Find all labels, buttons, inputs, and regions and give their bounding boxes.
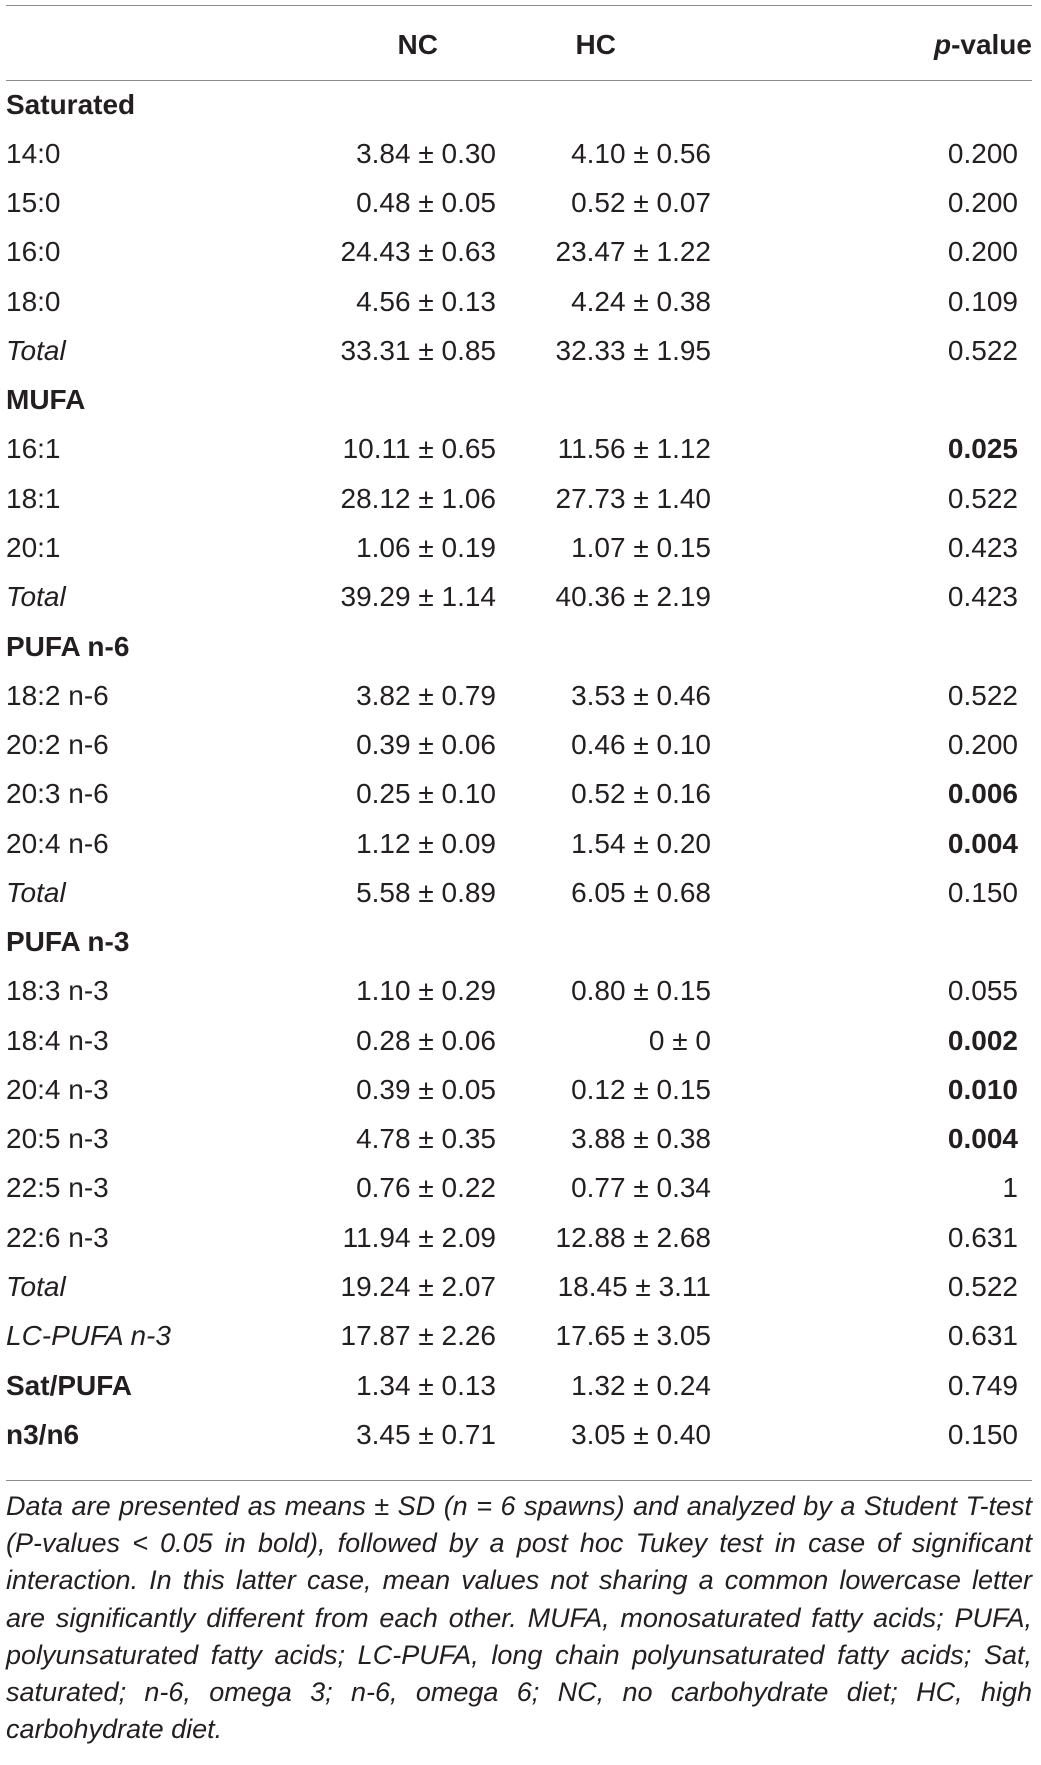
header-p-suffix: -value [951,29,1032,60]
table-row [6,326,1032,375]
row-label: 14:0 [6,137,61,169]
p-value: 0.055 [947,975,1018,1007]
hc-value: 0.80 ± 0.15 [571,975,711,1007]
hc-value: 18.45 ± 3.11 [557,1271,711,1302]
row-label: 18:1 [6,482,61,514]
p-value: 0.631 [947,1221,1018,1253]
hc-value [496,622,801,671]
table-row [6,474,1032,523]
nc-value: 3.84 ± 0.30 [356,137,496,169]
hc-value: 6.05 ± 0.68 [571,876,711,908]
table-header [6,14,1032,76]
table-row [6,1115,1032,1164]
nc-value: 0.76 ± 0.22 [356,1172,496,1204]
table-row [6,819,1032,868]
hc-value: 4.10 ± 0.56 [571,137,711,169]
table-row [6,1213,1032,1262]
p-value: 1 [1002,1172,1018,1204]
nc-value: 19.24 ± 2.07 [340,1271,496,1302]
row-label: 20:3 n-6 [6,778,109,810]
row-label: 18:3 n-3 [6,975,109,1007]
p-value [801,76,1032,129]
header-p-value [801,14,1032,76]
hc-value: 11.56 ± 1.12 [557,433,711,465]
hc-value: 3.53 ± 0.46 [571,679,711,711]
row-label: 16:1 [6,433,61,465]
p-value: 0.010 [947,1073,1018,1105]
fatty-acid-table [6,14,1032,1459]
nc-value: 1.10 ± 0.29 [356,975,496,1007]
hc-value: 0.77 ± 0.34 [571,1172,711,1204]
row-label: Sat/PUFA [6,1369,133,1401]
hc-value: 12.88 ± 2.68 [555,1221,711,1253]
nc-value: 4.78 ± 0.35 [356,1123,496,1155]
p-value: 0.200 [947,137,1018,169]
nc-value: 0.25 ± 0.10 [356,778,496,810]
nc-value: 5.58 ± 0.89 [356,876,496,908]
row-label: 15:0 [6,187,61,219]
nc-value: 28.12 ± 1.06 [340,482,496,514]
p-value: 0.150 [947,876,1018,908]
p-value [801,622,1032,671]
row-label: 16:0 [6,236,61,268]
p-value: 0.749 [947,1369,1018,1401]
p-value: 0.522 [947,1271,1018,1302]
header-nc: NC [397,29,438,60]
hc-value: 0 ± 0 [648,1024,711,1056]
p-value: 0.006 [947,778,1018,810]
hc-value: 3.05 ± 0.40 [571,1418,711,1450]
table-footnote: Data are presented as means ± SD (n = 6 spawns) and analyzed by a Student T-test (P-values < 0.05 in bold), followed by a post hoc Tukey test in case of significant interaction. In this latter case, mean values not sharing a common lowercase letter are significantly different from each other. MUFA, monosaturated fatty acids; PUFA, polyunsaturated fatty acids; LC-PUFA, long chain polyunsaturated fatty acids; Sat, saturated; n-6, omega 3; n-6, omega 6; NC, no carbohydrate diet; HC, high carbohydrate diet. [6,1491,1032,1745]
table-row [6,573,1032,622]
row-label: Saturated [6,88,136,120]
row-label: 20:2 n-6 [6,729,109,761]
header-row [6,14,1032,76]
row-label: 20:1 [6,532,61,564]
table-row [6,228,1032,277]
p-value: 0.109 [947,285,1018,317]
table-row [6,671,1032,720]
hc-value: 1.54 ± 0.20 [571,827,711,859]
hc-value: 23.47 ± 1.22 [555,236,711,268]
row-label: 22:5 n-3 [6,1172,109,1204]
p-value [801,918,1032,967]
row-label: 18:0 [6,285,61,317]
nc-value [256,918,496,967]
nc-value [256,622,496,671]
row-label: LC-PUFA n-3 [6,1320,171,1352]
p-value: 0.004 [947,827,1018,859]
hc-value: 0.52 ± 0.07 [571,187,711,219]
row-label: Total [6,581,66,613]
row-label: 20:4 n-6 [6,827,109,859]
nc-value: 17.87 ± 2.26 [340,1320,496,1352]
nc-value: 0.48 ± 0.05 [356,187,496,219]
nc-value [256,76,496,129]
table-row [6,1312,1032,1361]
row-label: 18:4 n-3 [6,1024,109,1056]
hc-value: 0.12 ± 0.15 [571,1073,711,1105]
p-value: 0.522 [947,482,1018,514]
row-label: 22:6 n-3 [6,1221,109,1253]
hc-value [496,76,801,129]
p-value: 0.522 [947,679,1018,711]
hc-value: 1.07 ± 0.15 [571,532,711,564]
hc-value: 3.88 ± 0.38 [571,1123,711,1155]
nc-value: 39.29 ± 1.14 [340,581,496,613]
hc-value [496,918,801,967]
hc-value: 4.24 ± 0.38 [571,285,711,317]
group-header-row [6,622,1032,671]
table-row [6,1016,1032,1065]
group-header-row [6,918,1032,967]
table-row [6,277,1032,326]
row-label: n3/n6 [6,1418,80,1450]
nc-value: 3.45 ± 0.71 [356,1418,496,1450]
hc-value: 1.32 ± 0.24 [571,1369,711,1401]
row-label: Total [6,1271,66,1302]
hc-value: 0.52 ± 0.16 [571,778,711,810]
row-label: PUFA n-6 [6,630,130,662]
header-hc: HC [575,29,616,60]
p-value [801,376,1032,425]
p-value: 0.004 [947,1123,1018,1155]
row-label: 20:5 n-3 [6,1123,109,1155]
table-row [6,129,1032,178]
hc-value: 0.46 ± 0.10 [571,729,711,761]
p-value: 0.002 [947,1024,1018,1056]
group-header-row [6,76,1032,129]
nc-value: 0.39 ± 0.06 [356,729,496,761]
p-value: 0.200 [947,236,1018,268]
table-row [6,868,1032,917]
table-row [6,1065,1032,1114]
nc-value: 0.39 ± 0.05 [356,1073,496,1105]
p-value: 0.631 [947,1320,1018,1352]
p-value: 0.423 [947,581,1018,613]
table-row [6,1164,1032,1213]
hc-value: 17.65 ± 3.05 [555,1320,711,1352]
header-label-cell [6,14,256,76]
table-row [6,1361,1032,1410]
nc-value: 11.94 ± 2.09 [342,1221,496,1253]
nc-value: 1.06 ± 0.19 [356,532,496,564]
row-label: MUFA [6,384,86,416]
nc-value: 24.43 ± 0.63 [340,236,496,268]
nc-value: 10.11 ± 0.65 [342,433,496,465]
hc-value: 40.36 ± 2.19 [555,581,711,613]
hc-value: 32.33 ± 1.95 [555,334,711,366]
p-value: 0.423 [947,532,1018,564]
row-label: PUFA n-3 [6,926,130,958]
p-value: 0.200 [947,729,1018,761]
row-label: 18:2 n-6 [6,679,109,711]
group-header-row [6,376,1032,425]
nc-value: 3.82 ± 0.79 [356,679,496,711]
table-row [6,967,1032,1016]
hc-value [496,376,801,425]
row-label: 20:4 n-3 [6,1073,109,1105]
p-value: 0.025 [947,433,1018,465]
nc-value: 0.28 ± 0.06 [356,1024,496,1056]
table-top-rule [6,5,1032,6]
table-row [6,523,1032,572]
nc-value: 1.12 ± 0.09 [356,827,496,859]
table-bottom-rule [6,1480,1032,1481]
row-label: Total [6,334,66,366]
nc-value: 4.56 ± 0.13 [356,285,496,317]
nc-value: 1.34 ± 0.13 [356,1369,496,1401]
table-body [6,76,1032,1459]
header-p-italic: p [933,29,952,60]
row-label: Total [6,876,66,908]
table-row [6,770,1032,819]
p-value: 0.522 [947,334,1018,366]
table-row [6,179,1032,228]
nc-value: 33.31 ± 0.85 [340,334,496,366]
p-value: 0.200 [947,187,1018,219]
table-row [6,1410,1032,1459]
table-row [6,425,1032,474]
nc-value [256,376,496,425]
table-row [6,720,1032,769]
table-row [6,1262,1032,1311]
hc-value: 27.73 ± 1.40 [555,482,711,514]
p-value: 0.150 [947,1418,1018,1450]
